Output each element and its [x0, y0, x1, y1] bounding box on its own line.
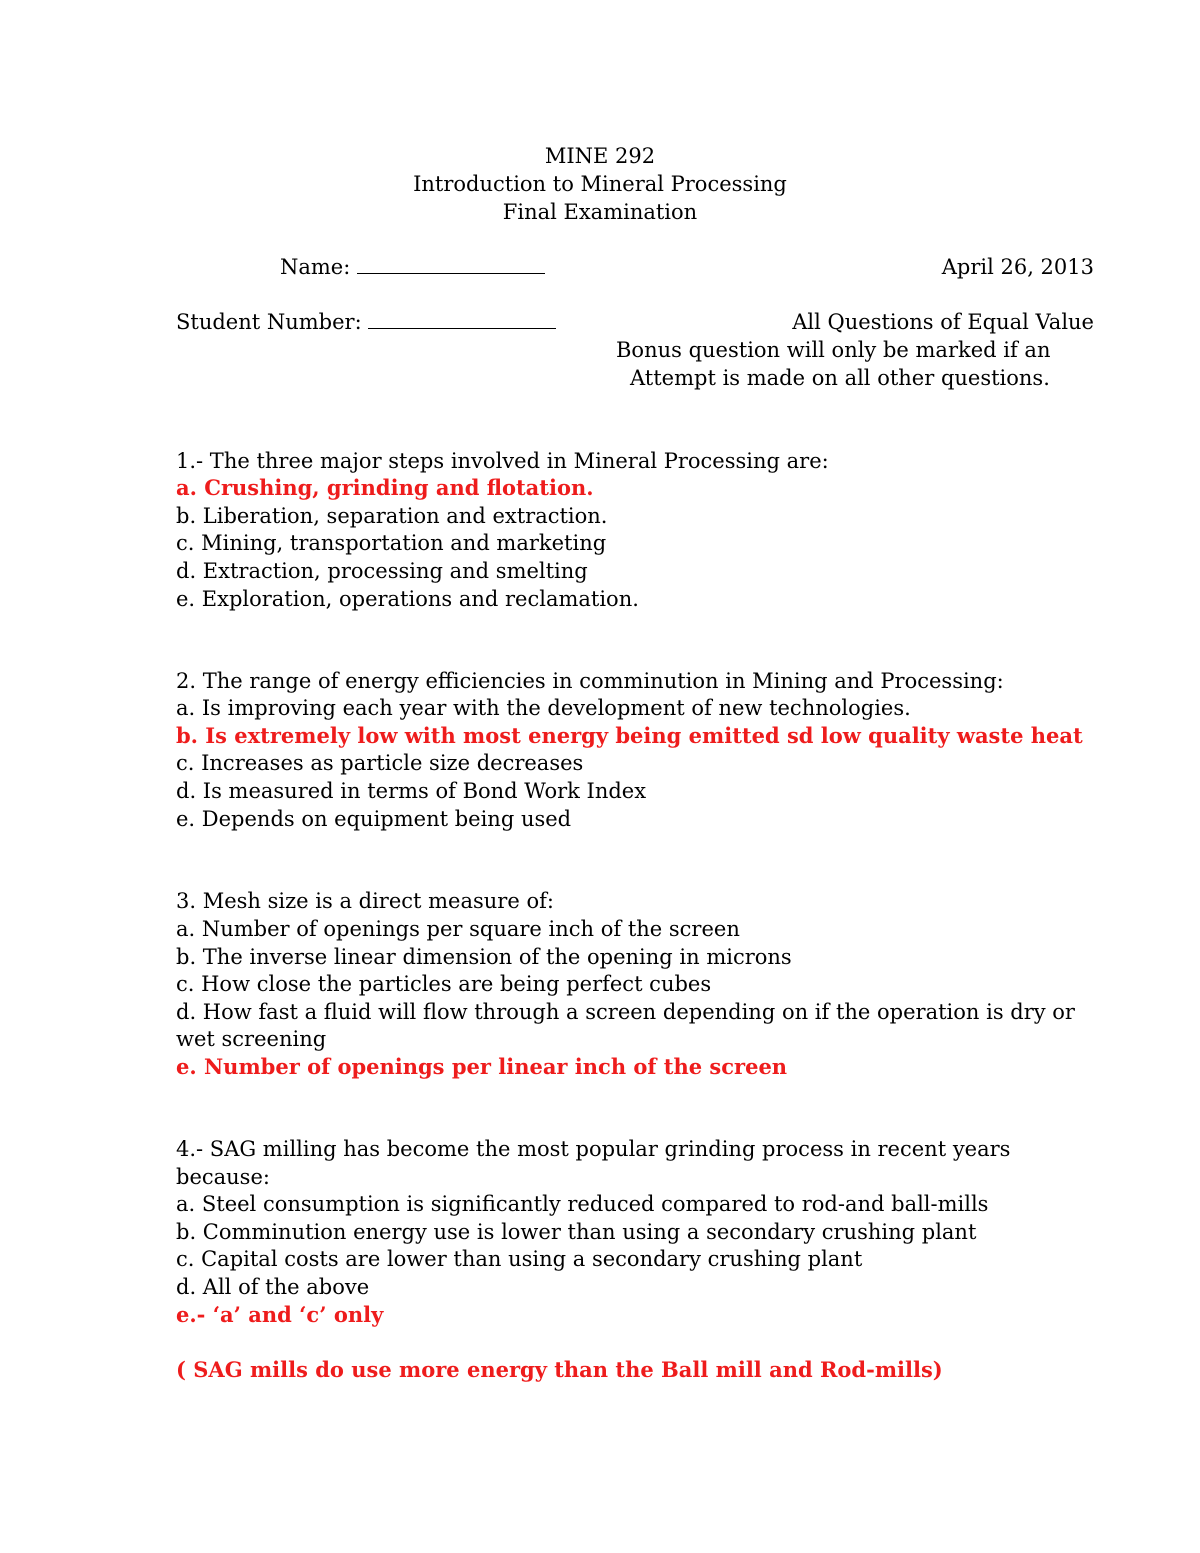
question-4-answer-note: ( SAG mills do use more energy than the Ball mill and Rod-mills) — [176, 1357, 943, 1382]
course-code: MINE 292 — [544, 144, 656, 168]
question-2-option-e: e. Depends on equipment being used — [176, 807, 572, 831]
question-2-option-b-answer: b. Is extremely low with most energy being emitted sd low quality waste heat — [176, 723, 1083, 748]
question-4-option-c: c. Capital costs are lower than using a secondary crushing plant — [176, 1247, 863, 1271]
student-number-blank — [368, 309, 556, 329]
question-1-option-a-answer: a. Crushing, grinding and flotation. — [176, 475, 594, 500]
question-2-option-d: d. Is measured in terms of Bond Work Index — [176, 779, 647, 803]
question-3-stem: 3. Mesh size is a direct measure of: — [176, 889, 554, 913]
name-label: Name: — [280, 255, 351, 279]
question-3-option-d-continued: wet screening — [176, 1027, 327, 1051]
question-3-option-c: c. How close the particles are being perfect cubes — [176, 972, 712, 996]
question-4-option-d: d. All of the above — [176, 1275, 370, 1299]
question-2-option-c: c. Increases as particle size decreases — [176, 751, 584, 775]
question-2-stem: 2. The range of energy efficiencies in comminution in Mining and Processing: — [176, 669, 1004, 693]
question-4-stem-line-2: because: — [176, 1165, 270, 1189]
question-3-option-b: b. The inverse linear dimension of the opening in microns — [176, 945, 792, 969]
question-3-option-e-answer: e. Number of openings per linear inch of the screen — [176, 1054, 788, 1079]
student-number-row — [176, 308, 556, 336]
question-1-stem: 1.- The three major steps involved in Mineral Processing are: — [176, 449, 829, 473]
question-4-option-b: b. Comminution energy use is lower than using a secondary crushing plant — [176, 1220, 977, 1244]
question-4-option-a: a. Steel consumption is significantly reduced compared to rod-and ball-mills — [176, 1192, 989, 1216]
question-3-option-a: a. Number of openings per square inch of the screen — [176, 917, 740, 941]
name-blank — [357, 254, 545, 274]
question-4-stem-line-1: 4.- SAG milling has become the most popular grinding process in recent years — [176, 1137, 1011, 1161]
exam-date: April 26, 2013 — [941, 255, 1094, 279]
name-field-row — [280, 253, 545, 281]
bonus-note-line-1: Bonus question will only be marked if an — [616, 338, 1051, 362]
question-1-option-b: b. Liberation, separation and extraction. — [176, 504, 608, 528]
question-1-option-c: c. Mining, transportation and marketing — [176, 531, 607, 555]
exam-title: Final Examination — [502, 200, 698, 224]
course-title: Introduction to Mineral Processing — [413, 172, 787, 196]
bonus-note-line-2: Attempt is made on all other questions. — [630, 366, 1050, 390]
question-3-option-d: d. How fast a fluid will flow through a screen depending on if the operation is dry or — [176, 1000, 1075, 1024]
value-note: All Questions of Equal Value — [792, 310, 1094, 334]
student-number-label: Student Number: — [176, 310, 362, 334]
question-4-option-e-answer: e.- ‘a’ and ‘c’ only — [176, 1302, 384, 1327]
question-1-option-e: e. Exploration, operations and reclamation. — [176, 587, 639, 611]
question-2-option-a: a. Is improving each year with the development of new technologies. — [176, 696, 911, 720]
question-1-option-d: d. Extraction, processing and smelting — [176, 559, 588, 583]
